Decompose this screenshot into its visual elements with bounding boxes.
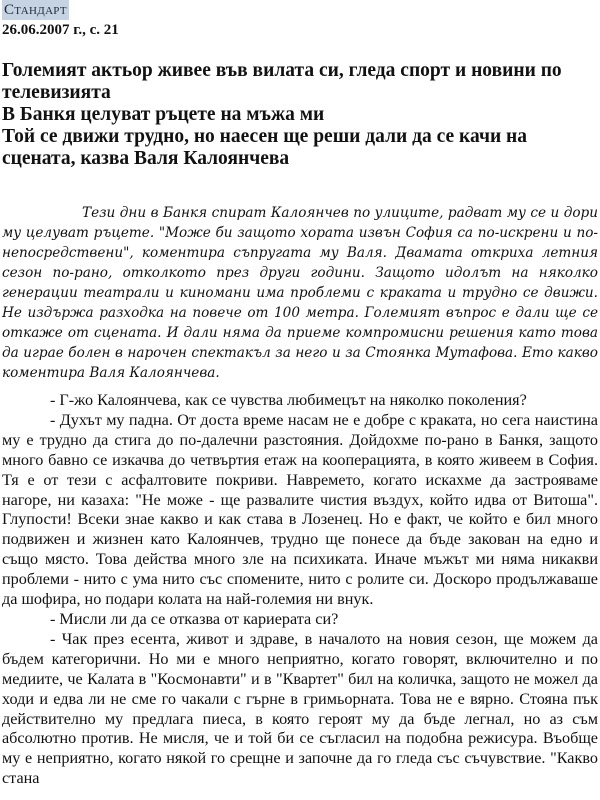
headline-main: Големият актьор живее във вилата си, гледа спорт и новини по телевизията	[2, 60, 562, 103]
question-1: - Г-жо Калоянчева, как се чувства любимецът на няколко поколения?	[50, 391, 527, 409]
question-2: - Мисли ли да се отказва от кариерата си?	[50, 609, 339, 628]
headline-sub-1: В Банкя целуват ръцете на мъжа ми	[2, 104, 325, 125]
answer-1: - Духът му падна. От доста време насам не е добре с краката, но сега наистина му е трудно да стига до по-далечни разстояния. Дойдохме по-рано в Банкя, защото много бавно се изкачва до четвъртия етаж на кооперацията, в която живеем в София. Тя е от тези с асфалтовите покриви. Навремето, когато искахме да застрояваме нагоре, ни казаха: "Не може - ще развалите чистия въздух, който идва от Витоша". Глупости! Всеки знае какво и как става в Лозенец. Но е факт, че който е бил много подвижен и жизнен като Калоянчев, трудно ще понесе да бъде закован на едно и също място. Това действа много зле на психиката. Иначе мъжът ми няма никакви проблеми - нито с ума нито със спомените, нито с ролите си. Доскоро продължаваше да шофира, но подари колата на най-големия ни внук.	[2, 410, 598, 609]
newspaper-source: Стандарт	[4, 2, 67, 18]
headline-sub-2: Той се движи трудно, но наесен ще реши дали да се качи на сцената, казва Валя Калоянчева	[2, 126, 528, 169]
article-body	[2, 391, 598, 789]
answer-2: - Чак през есента, живот и здраве, в началото на новия сезон, ще можем да бъдем категорични. Но ми е много неприятно, когато говорят, включително и по медиите, че Калата в "Космонавти" и в "Квартет" бил на количка, защото не можел да ходи и едва ли не сме го чакали с гърне в гримьорната. Това не е вярно. Стояна пък действително му предлага пиеса, в която героят му да бъде легнал, но аз съм абсолютно против. Не мисля, че и той би се съгласил на подобна режисура. Въобще му е неприятно, когато някой го срещне и започне да го гледа със съчувствие. "Какво стана	[2, 629, 598, 788]
lead-paragraph: Тези дни в Банкя спират Калоянчев по улиците, радват му се и дори му целуват ръцете. "Може би защото хората извън София са по-искрени и по-непосредствени", коментира съпругата му Валя. Двамата откриха летния сезон по-рано, отколкото през други години. Защото идолът на няколко генерации театрали и киномани има проблеми с краката и трудно се движи. Не издържа разходка на повече от 100 метра. Големият въпрос е дали ще се откаже от сцената. И дали няма да приеме компромисни решения като това да играе болен в нарочен спектакъл за него и за Стоянка Мутафова. Ето какво коментира Валя Калоянчева.	[2, 205, 598, 381]
dateline: 26.06.2007 г., с. 21	[2, 22, 119, 38]
headlines	[2, 60, 598, 170]
